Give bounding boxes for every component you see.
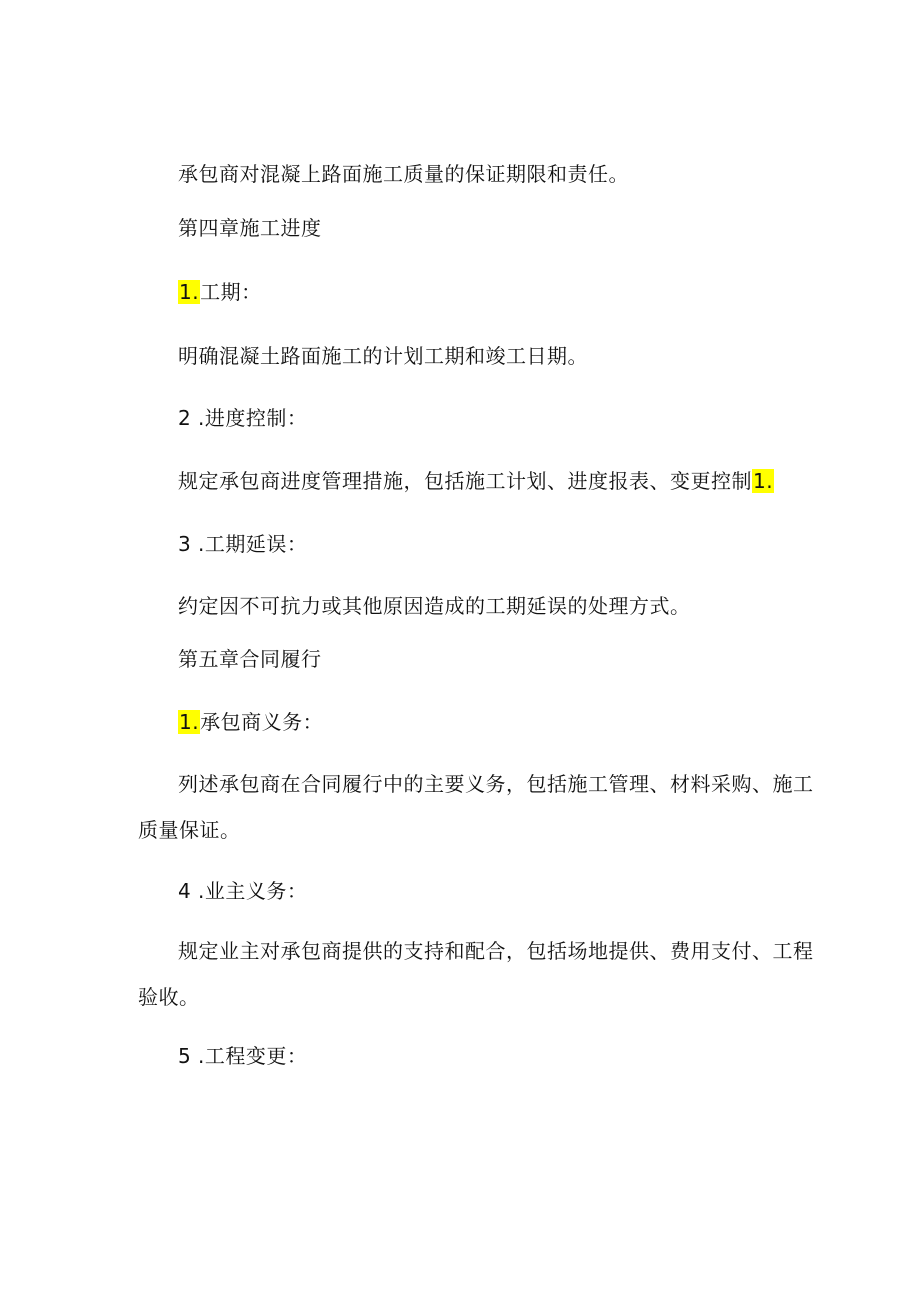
item-label: .进度控制：: [198, 406, 308, 430]
chapter-heading-5: 第五章合同履行: [178, 647, 322, 671]
item-label: 承包商义务：: [200, 710, 324, 734]
item-number: 2: [178, 406, 192, 430]
item-progress-control: [178, 404, 307, 432]
paragraph-contractor-obligations: [138, 770, 814, 844]
text-line-force-majeure: 约定因不可抗力或其他原因造成的工期延误的处理方式。: [178, 594, 691, 618]
paragraph-row: 列述承包商在合同履行中的主要义务，包括施工管理、材料采购、施工: [178, 772, 814, 796]
paragraph-row: 质量保证。: [138, 818, 241, 842]
item-delay: [178, 530, 307, 558]
item-number: 3: [178, 532, 192, 556]
item-engineering-change: [178, 1042, 307, 1070]
highlighted-number: 1.: [179, 710, 200, 734]
chapter-heading-4: 第四章施工进度: [178, 216, 322, 240]
text-line-schedule: 明确混凝土路面施工的计划工期和竣工日期。: [178, 344, 588, 368]
item-label: .业主义务：: [198, 879, 308, 903]
highlighted-number: 1.: [179, 280, 200, 304]
item-label: 工期：: [200, 280, 262, 304]
highlighted-number: 1.: [753, 469, 774, 493]
item-owner-obligations: [178, 877, 307, 905]
paragraph-owner-obligations: [138, 937, 814, 1011]
paragraph-row: 验收。: [138, 985, 200, 1009]
text-content: 规定承包商进度管理措施，包括施工计划、进度报表、变更控制: [178, 469, 752, 493]
item-contractor-obligations: [178, 708, 323, 736]
text-line-warranty: 承包商对混凝上路面施工质量的保证期限和责任。: [178, 162, 629, 186]
item-label: .工期延误：: [198, 532, 308, 556]
paragraph-row: 规定业主对承包商提供的支持和配合，包括场地提供、费用支付、工程: [178, 939, 814, 963]
item-number: 4: [178, 879, 192, 903]
item-number: 5: [178, 1044, 192, 1068]
text-line-progress-measures: [178, 467, 774, 495]
item-label: .工程变更：: [198, 1044, 308, 1068]
item-construction-period: [178, 278, 262, 306]
